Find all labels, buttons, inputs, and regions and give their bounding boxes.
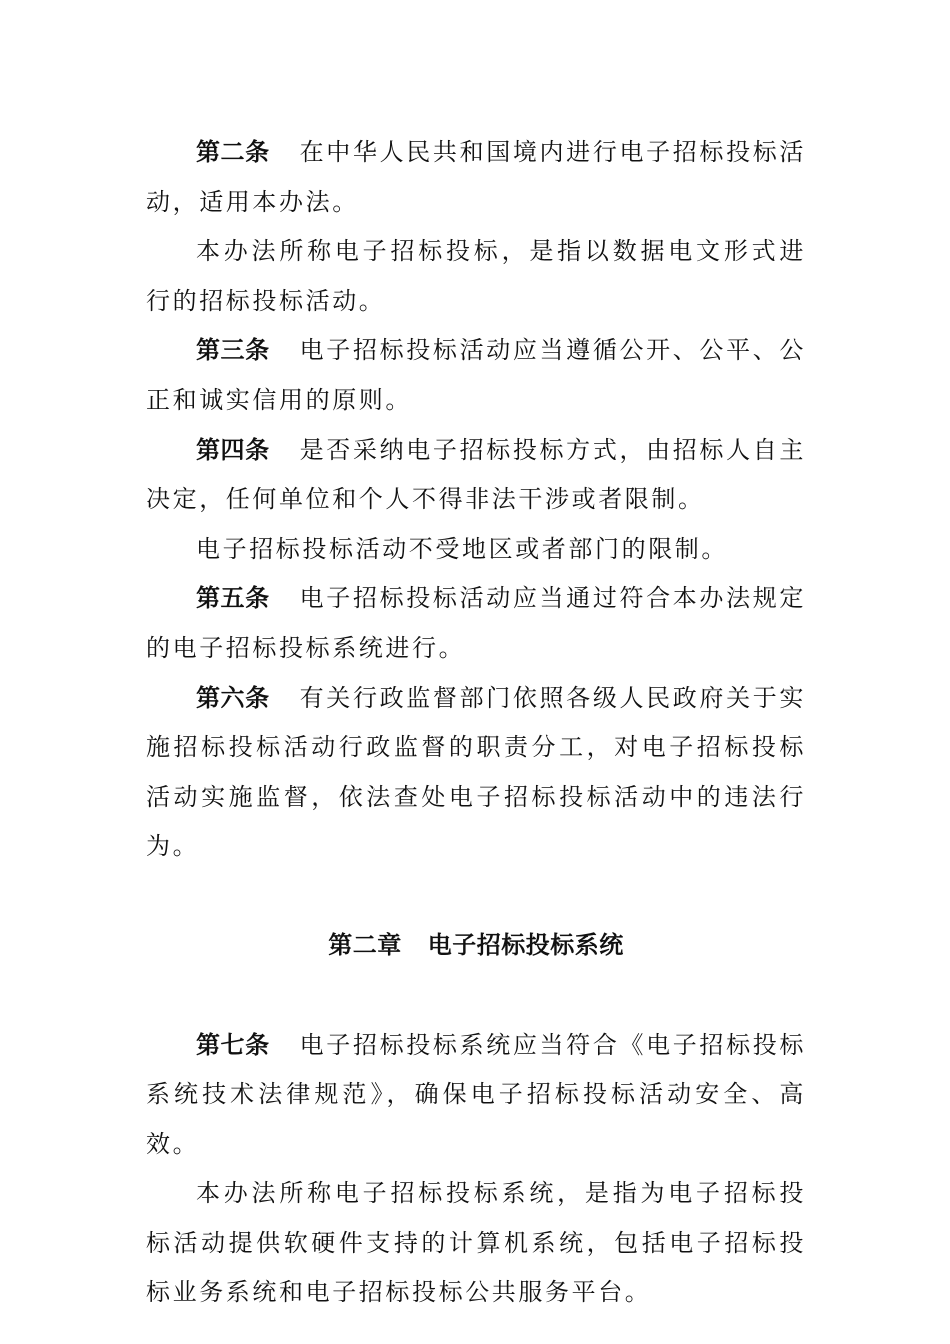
article-number: 第六条	[196, 683, 270, 712]
article-text: 电子招标投标系统应当符合《电子招标投标系统技术法律规范》，确保电子招标投标活动安全、高效。	[146, 1030, 806, 1158]
article-7-para-1	[146, 1021, 806, 1170]
article-number: 第三条	[196, 336, 270, 365]
article-2-para-1	[146, 128, 806, 227]
article-4-para-1	[146, 426, 806, 525]
chapter-heading	[146, 921, 806, 971]
article-text: 是否采纳电子招标投标方式，由招标人自主决定，任何单位和个人不得非法干涉或者限制。	[146, 435, 806, 514]
article-2-para-2	[146, 227, 806, 326]
article-text: 本办法所称电子招标投标系统，是指为电子招标投标活动提供软硬件支持的计算机系统，包括电子招标投标业务系统和电子招标投标公共服务平台。	[146, 1179, 806, 1307]
article-4-para-2	[146, 525, 806, 575]
article-7-para-2	[146, 1169, 806, 1318]
article-3	[146, 326, 806, 425]
article-number: 第二条	[196, 138, 270, 166]
chapter-spacer-bottom	[146, 971, 806, 1021]
article-number: 第七条	[196, 1030, 270, 1059]
article-text: 电子招标投标活动不受地区或者部门的限制。	[196, 534, 728, 563]
chapter-spacer-top	[146, 872, 806, 921]
article-text: 本办法所称电子招标投标，是指以数据电文形式进行的招标投标活动。	[146, 237, 806, 315]
article-5	[146, 574, 806, 673]
document-page	[146, 128, 806, 1318]
article-text: 有关行政监督部门依照各级人民政府关于实施招标投标活动行政监督的职责分工，对电子招标投标活动实施监督，依法查处电子招标投标活动中的违法行为。	[146, 683, 806, 861]
article-text: 电子招标投标活动应当通过符合本办法规定的电子招标投标系统进行。	[146, 584, 806, 662]
article-6	[146, 674, 806, 872]
article-number: 第五条	[196, 584, 270, 613]
article-text: 电子招标投标活动应当遵循公开、公平、公正和诚实信用的原则。	[146, 336, 806, 414]
chapter-number: 第二章	[328, 930, 402, 959]
chapter-title: 电子招标投标系统	[427, 930, 624, 959]
article-number: 第四条	[196, 435, 270, 464]
article-text: 在中华人民共和国境内进行电子招标投标活动，适用本办法。	[146, 138, 806, 216]
